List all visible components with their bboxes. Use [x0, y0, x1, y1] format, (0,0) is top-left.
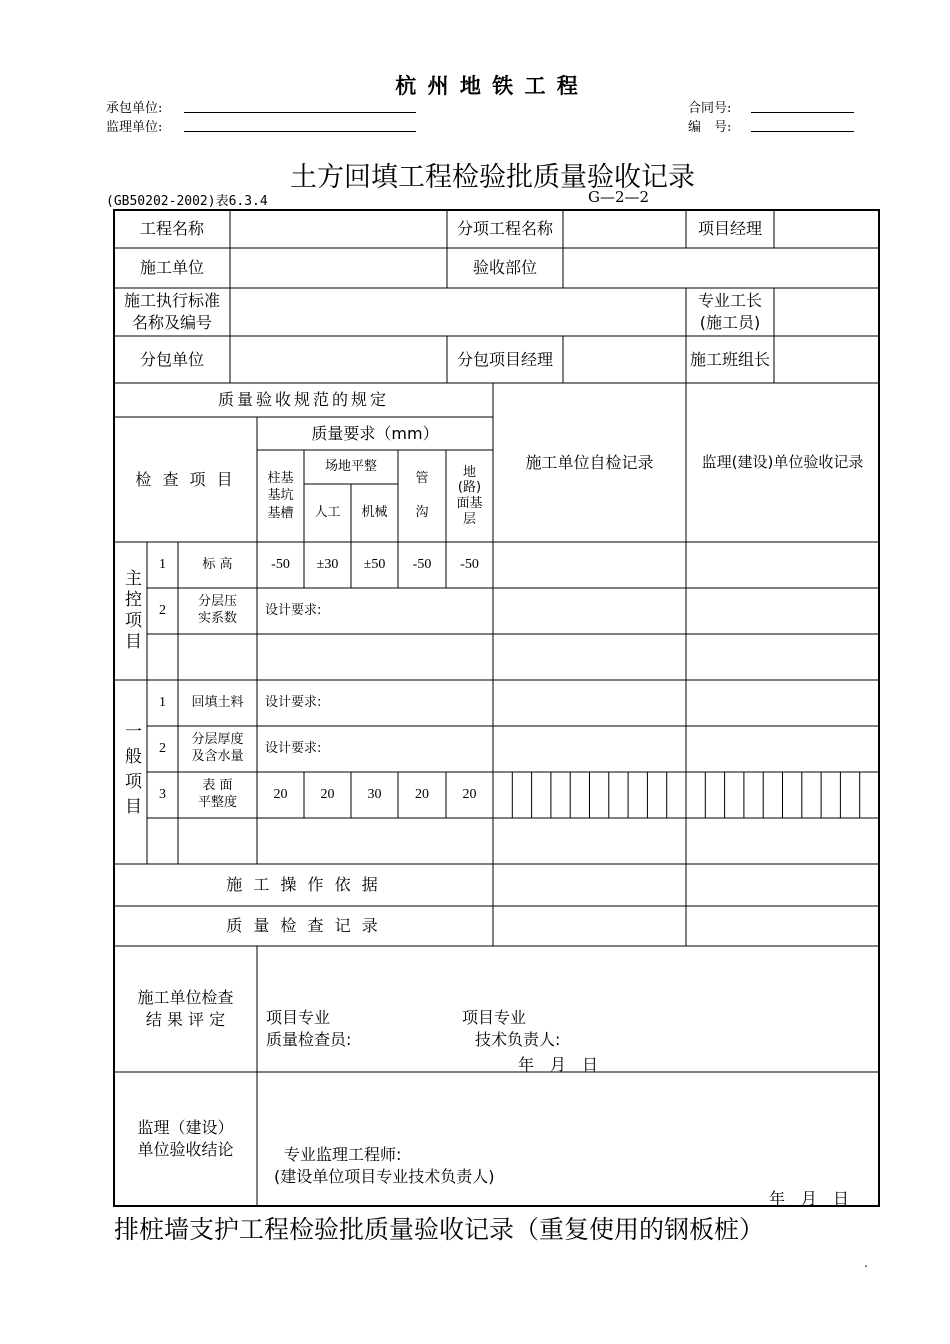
general-row3-val-pipe: 20 [415, 786, 429, 802]
project-manager-label: 项目经理 [697, 219, 762, 239]
team-leader-field[interactable] [774, 336, 879, 383]
owner-rep-label: (建设单位项目专业技术负责人) [274, 1167, 495, 1186]
tech-lead-line2: 技术负责人: [475, 1030, 561, 1050]
acceptance-part-label: 验收部位 [472, 258, 537, 278]
main-row1-supervision[interactable] [686, 542, 879, 588]
main-row2-design[interactable]: 设计要求: [265, 603, 322, 619]
general-row3-name-line1: 表 面 [202, 778, 233, 794]
general-row3-name [178, 772, 257, 818]
inspector-block [266, 1007, 351, 1052]
tech-lead-block [462, 1007, 560, 1052]
evaluation-label [114, 946, 257, 1072]
acceptance-part-field[interactable] [563, 248, 879, 288]
contract-no-label: 合同号: [688, 101, 732, 116]
main-row2-name [178, 588, 257, 634]
team-leader-label: 施工班组长 [689, 349, 770, 369]
col-foundation-header: 柱基基坑基槽 [267, 470, 294, 521]
subcontractor-label: 分包单位 [139, 349, 204, 369]
contractor-label: 承包单位: [106, 101, 163, 116]
inspection-record-label: 质 量 检 查 记 录 [226, 916, 381, 936]
foreman-field[interactable] [774, 288, 879, 336]
general-row1-design[interactable]: 设计要求: [265, 695, 322, 711]
main-row2-name-line2: 实系数 [197, 611, 237, 626]
main-row1-val-foundation: -50 [271, 556, 290, 572]
col-machine-header: 机械 [361, 505, 388, 521]
standard-label [114, 288, 230, 336]
main-row1-val-road: -50 [460, 556, 479, 572]
supervision-conclusion-line1: 监理（建设） [137, 1118, 234, 1138]
col-pipe-header: 管沟 [415, 471, 429, 520]
supervisor-label: 监理单位: [106, 120, 163, 135]
general-row3-no: 3 [159, 786, 166, 802]
general-label: 一般项目 [120, 722, 141, 822]
general-row2-design[interactable]: 设计要求: [265, 741, 322, 757]
serial-no-label: 编 号: [688, 120, 732, 135]
check-items-header: 检 查 项 目 [135, 469, 236, 489]
general-row1-name: 回填土料 [191, 695, 244, 711]
main-row1-name: 标 高 [202, 557, 233, 573]
main-row1-val-pipe: -50 [412, 556, 432, 572]
form-code: G—2—2 [588, 188, 650, 206]
foreman-label-line2: (施工员) [699, 313, 761, 332]
subcontractor-field[interactable] [230, 336, 447, 383]
construction-unit-label: 施工单位 [139, 258, 204, 278]
construction-basis-field[interactable] [493, 864, 879, 906]
col-road-header: 地(路)面基层 [456, 464, 483, 527]
tech-lead-line1: 项目专业 [462, 1008, 527, 1027]
quality-req-header: 质量要求（mm） [311, 423, 439, 443]
regulation-header: 质量验收规范的规定 [217, 390, 389, 410]
footer-mark: . [864, 1256, 868, 1270]
standard-label-line2: 名称及编号 [131, 313, 212, 332]
general-row2-no: 2 [159, 740, 166, 756]
sub-project-manager-label: 分包项目经理 [456, 349, 553, 369]
general-row3-val-machine: 30 [367, 786, 382, 802]
main-row1-val-machine: ±50 [363, 556, 386, 572]
self-check-header: 施工单位自检记录 [525, 452, 654, 472]
construction-unit-field[interactable] [230, 248, 447, 288]
inspection-record-field[interactable] [493, 906, 879, 946]
next-form-title: 排桩墙支护工程检验批质量验收记录（重复使用的钢板桩） [114, 1215, 765, 1244]
supervision-check-header: 监理(建设)单位验收记录 [701, 453, 864, 472]
conclusion-date: 年 月 日 [769, 1189, 850, 1208]
project-name-label: 工程名称 [139, 219, 204, 239]
general-row3-val-road: 20 [462, 786, 477, 802]
sub-project-name-label: 分项工程名称 [456, 219, 553, 239]
supervision-conclusion-label [114, 1072, 257, 1206]
inspector-line1: 项目专业 [266, 1008, 331, 1027]
general-row3-name-line2: 平整度 [197, 795, 237, 810]
main-control-label: 主控项目 [120, 569, 141, 653]
main-row1-self-check[interactable] [493, 542, 686, 588]
evaluation-label-line1: 施工单位检查 [137, 988, 234, 1008]
main-row1-no: 1 [159, 556, 166, 572]
sub-project-manager-field[interactable] [563, 336, 686, 383]
main-row2-name-line1: 分层压 [197, 594, 237, 610]
col-manual-header: 人工 [314, 505, 341, 521]
col-site-header: 场地平整 [324, 459, 377, 475]
inspector-line2: 质量检查员: [266, 1030, 352, 1050]
construction-basis-label: 施 工 操 作 依 据 [226, 875, 381, 895]
general-row1-no: 1 [159, 694, 166, 710]
form-title: 土方回填工程检验批质量验收记录 [290, 162, 695, 193]
sub-project-name-field[interactable] [563, 210, 686, 248]
standard-label-line1: 施工执行标准 [123, 291, 220, 311]
general-row3-val-manual: 20 [320, 786, 335, 802]
engineer-label: 专业监理工程师: [284, 1145, 402, 1164]
general-row2-name-line2: 及含水量 [191, 749, 244, 764]
project-manager-field[interactable] [774, 210, 879, 248]
eval-date: 年 月 日 [518, 1055, 599, 1074]
general-row2-name [178, 726, 257, 772]
project-name-field[interactable] [230, 210, 447, 248]
standard-ref: (GB50202-2002)表6.3.4 [106, 194, 268, 209]
foreman-label [686, 288, 774, 336]
company-title: 杭 州 地 铁 工 程 [395, 74, 580, 98]
main-row1-val-manual: ±30 [316, 556, 339, 572]
supervision-conclusion-line2: 单位验收结论 [137, 1140, 234, 1159]
general-row2-name-line1: 分层厚度 [191, 732, 244, 748]
standard-field[interactable] [230, 288, 686, 336]
foreman-label-line1: 专业工长 [697, 291, 762, 311]
evaluation-label-line2: 结 果 评 定 [145, 1010, 226, 1029]
general-row3-val-foundation: 20 [273, 786, 288, 802]
main-row2-no: 2 [159, 602, 166, 618]
